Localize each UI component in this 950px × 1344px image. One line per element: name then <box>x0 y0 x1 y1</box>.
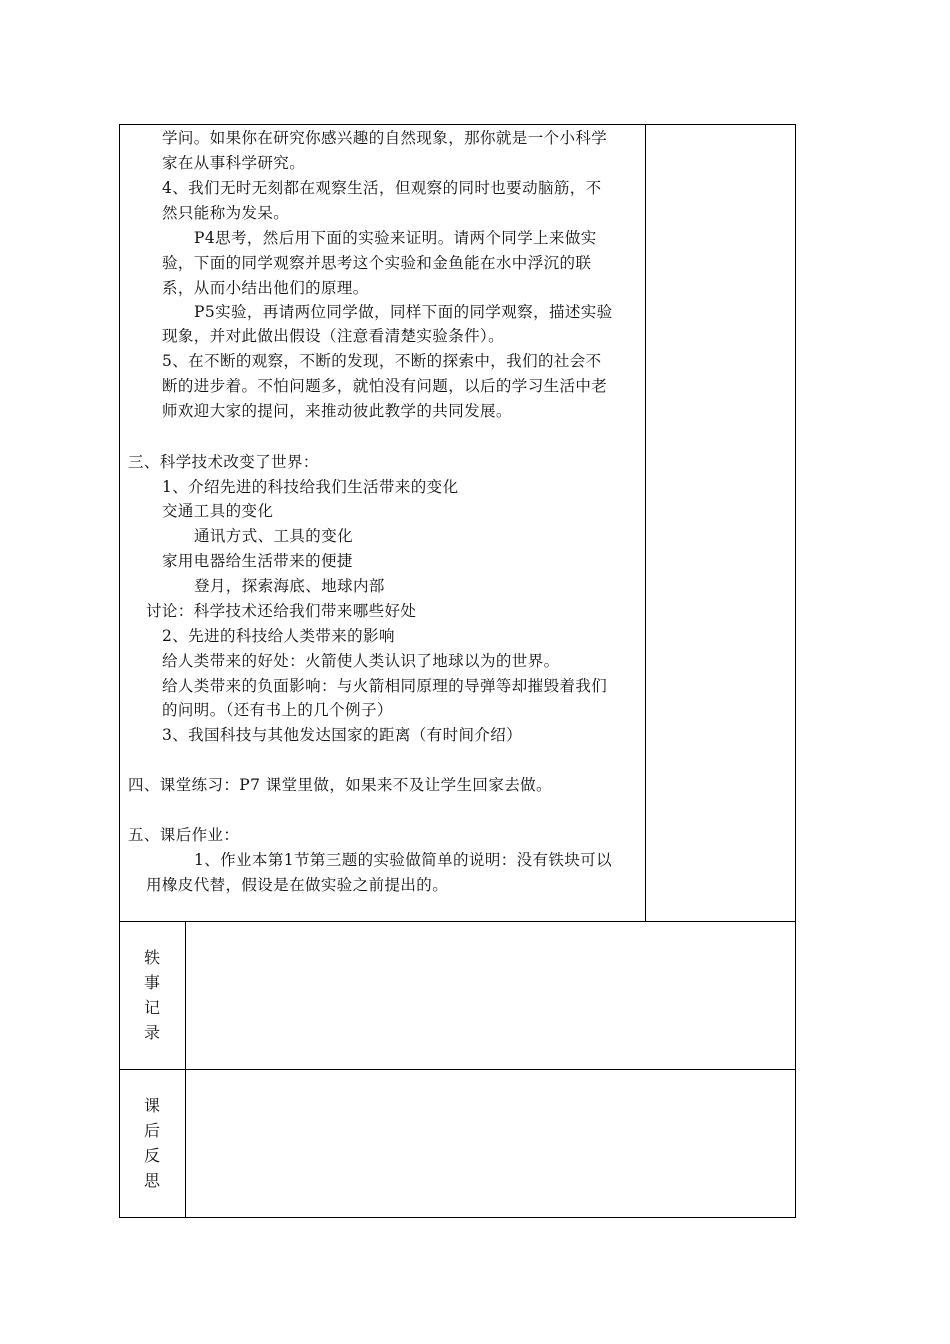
text-line: P5实验，再请两位同学做，同样下面的同学观察，描述实验 <box>194 303 613 321</box>
text-line: 给人类带来的好处：火箭使人类认识了地球以为的世界。 <box>162 652 560 670</box>
text-line: 家用电器给生活带来的便捷 <box>162 552 353 570</box>
text-line: 的问明。（还有书上的几个例子） <box>162 701 393 719</box>
anecdote-record-label <box>120 945 184 1045</box>
text-line: 系，从而小结出他们的原理。 <box>162 279 369 297</box>
section-heading: 三、科学技术改变了世界： <box>128 453 319 471</box>
text-line: 师欢迎大家的提问，来推动彼此教学的共同发展。 <box>162 402 512 420</box>
text-line: 3、我国科技与其他发达国家的距离（有时间介绍） <box>162 726 523 744</box>
text-line: 通讯方式、工具的变化 <box>194 527 354 545</box>
label-char: 课 <box>143 1096 160 1115</box>
text-line: P4思考，然后用下面的实验来证明。请两个同学上来做实 <box>194 229 597 247</box>
text-line: 现象，并对此做出假设（注意看清楚实验条件）。 <box>162 327 505 345</box>
text-line: 2、先进的科技给人类带来的影响 <box>162 627 395 645</box>
text-line: 然只能称为发呆。 <box>162 204 290 222</box>
text-line: 讨论：科学技术还给我们带来哪些好处 <box>146 602 417 620</box>
row-divider-2 <box>119 1069 796 1070</box>
text-line: 学问。如果你在研究你感兴趣的自然现象，那你就是一个小科学 <box>162 129 608 147</box>
label-column-divider <box>185 921 186 1218</box>
label-char: 后 <box>143 1121 160 1140</box>
row-divider-1 <box>119 921 796 922</box>
section-heading: 五、课后作业： <box>128 826 240 844</box>
label-char: 事 <box>143 973 160 992</box>
text-line: 1、作业本第1节第三题的实验做简单的说明：没有铁块可以 <box>194 851 613 869</box>
text-line: 家在从事科学研究。 <box>162 154 306 172</box>
label-char: 记 <box>143 998 160 1017</box>
text-line: 验，下面的同学观察并思考这个实验和金鱼能在水中浮沉的联 <box>162 254 592 272</box>
text-line: 交通工具的变化 <box>162 502 274 520</box>
label-char: 轶 <box>143 948 160 967</box>
text-line: 登月，探索海底、地球内部 <box>194 577 385 595</box>
label-char: 录 <box>143 1023 160 1042</box>
text-line: 给人类带来的负面影响：与火箭相同原理的导弹等却摧毁着我们 <box>162 677 608 695</box>
text-line: 断的进步着。不怕问题多，就怕没有问题，以后的学习生活中老 <box>162 377 608 395</box>
section-heading: 四、课堂练习：P7 课堂里做，如果来不及让学生回家去做。 <box>128 776 552 794</box>
text-line: 5、在不断的观察，不断的发现，不断的探索中，我们的社会不 <box>162 352 602 370</box>
text-line: 用橡皮代替，假设是在做实验之前提出的。 <box>146 876 449 894</box>
text-line: 1、介绍先进的科技给我们生活带来的变化 <box>162 478 459 496</box>
label-char: 思 <box>143 1171 160 1190</box>
text-line: 4、我们无时无刻都在观察生活，但观察的同时也要动脑筋，不 <box>162 179 602 197</box>
notes-column-divider <box>645 124 646 922</box>
label-char: 反 <box>143 1146 160 1165</box>
post-lesson-reflection-label <box>120 1093 184 1193</box>
